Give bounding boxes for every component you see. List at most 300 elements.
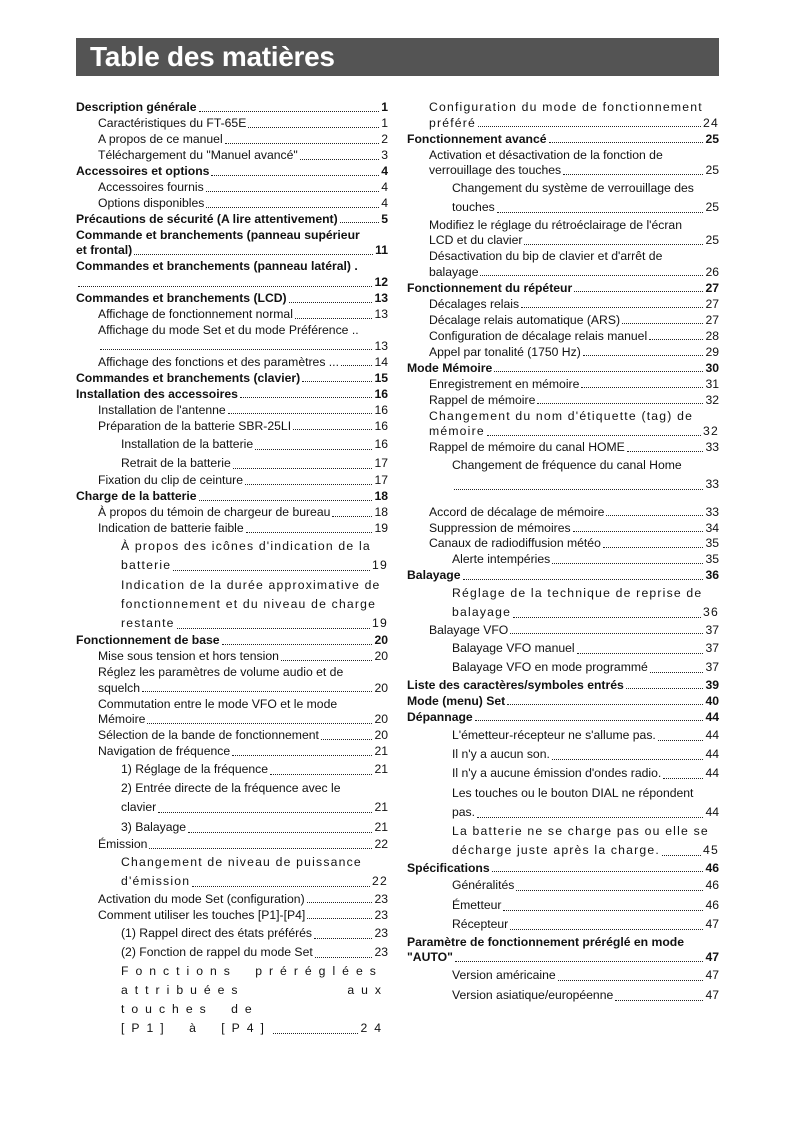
toc-entry-title: Fonctionnement de base <box>76 633 220 647</box>
toc-entry[interactable] <box>76 760 388 779</box>
leader-dots <box>199 499 373 501</box>
toc-entry-line <box>429 249 719 265</box>
toc-entry-title: Changement du système de verrouillage des <box>452 181 694 196</box>
spacer <box>407 495 719 505</box>
toc-entry[interactable] <box>407 986 719 1005</box>
toc-entry[interactable] <box>407 861 719 877</box>
toc-entry-line <box>429 116 719 132</box>
toc-entry[interactable] <box>407 218 719 249</box>
toc-entry[interactable] <box>407 896 719 915</box>
toc-entry-title: Balayage VFO manuel <box>452 640 575 655</box>
toc-entry-page: 35 <box>705 552 719 567</box>
toc-entry-page: 36 <box>705 568 719 583</box>
toc-entry[interactable] <box>407 915 719 934</box>
toc-entry-title: Préparation de la batterie SBR-25LI <box>98 418 292 433</box>
leader-dots <box>240 396 373 398</box>
toc-entry-title: Activation et désactivation de la fonction de <box>429 147 663 162</box>
toc-entry-page: 20 <box>374 680 388 695</box>
toc-entry-page: 4 <box>381 163 388 178</box>
toc-entry-title: Modifiez le réglage du rétroéclairage de l'écran <box>429 217 682 232</box>
toc-entry-line <box>121 779 388 798</box>
leader-dots <box>497 211 704 213</box>
toc-entry-line <box>98 697 388 713</box>
toc-entry-line <box>407 935 719 951</box>
toc-entry-line <box>452 784 719 803</box>
toc-entry[interactable] <box>76 419 388 435</box>
toc-entry-page: 34 <box>705 520 719 535</box>
toc-entry[interactable] <box>76 116 388 132</box>
toc-entry-title: Mode Mémoire <box>407 360 493 375</box>
toc-entry-page: 29 <box>705 344 719 359</box>
toc-entry[interactable] <box>76 633 388 649</box>
toc-entry-line <box>121 595 388 614</box>
toc-entry[interactable] <box>76 454 388 473</box>
leader-dots <box>549 141 704 143</box>
leader-dots <box>510 632 703 634</box>
toc-entry-title: Commandes et branchements (clavier) <box>76 370 301 385</box>
toc-entry[interactable] <box>76 537 388 575</box>
toc-entry-page: 35 <box>705 536 719 551</box>
toc-entry-line <box>429 233 719 249</box>
toc-entry[interactable] <box>407 710 719 726</box>
toc-entry[interactable] <box>407 764 719 783</box>
toc-entry-title: Navigation de fréquence <box>98 744 231 759</box>
toc-entry-page: 20 <box>374 712 388 727</box>
toc-entry[interactable] <box>407 345 719 361</box>
toc-entry-page: 44 <box>705 709 719 724</box>
toc-entry[interactable] <box>407 361 719 377</box>
toc-entry-page: 20 <box>374 633 388 647</box>
toc-entry[interactable] <box>76 228 388 259</box>
toc-entry-page: 21 <box>374 800 388 815</box>
leader-dots <box>232 754 372 756</box>
toc-entry[interactable] <box>407 822 719 860</box>
toc-entry-title: Version asiatique/européenne <box>452 987 614 1002</box>
toc-entry[interactable] <box>407 623 719 639</box>
leader-dots <box>100 348 372 350</box>
toc-entry[interactable] <box>76 697 388 728</box>
toc-entry[interactable] <box>76 180 388 196</box>
toc-entry[interactable] <box>76 779 388 817</box>
toc-entry-line <box>121 798 388 817</box>
leader-dots <box>142 690 372 692</box>
toc-entry-page: 27 <box>705 296 719 311</box>
toc-entry-page: 23 <box>374 907 388 922</box>
leader-dots <box>455 960 704 962</box>
toc-entry-page: 27 <box>705 312 719 327</box>
leader-dots <box>248 126 379 128</box>
toc-entry-page: 44 <box>705 727 719 742</box>
toc-entry-page: 26 <box>705 264 719 279</box>
leader-dots <box>649 338 703 340</box>
leader-dots <box>293 428 372 430</box>
toc-entry-title: La batterie ne se charge pas ou elle se <box>452 824 709 839</box>
toc-entry[interactable] <box>407 377 719 393</box>
toc-entry-title-cont: restante <box>121 615 175 630</box>
leader-dots <box>516 889 703 891</box>
toc-entry-title-cont: attribuées aux touches de <box>121 983 388 1017</box>
toc-entry-line <box>429 265 719 281</box>
leader-dots <box>477 816 703 818</box>
toc-entry-page: 1 <box>381 115 388 130</box>
toc-entry[interactable] <box>407 694 719 710</box>
toc-entry-title: Charge de la batterie <box>76 489 197 504</box>
toc-entry-line <box>407 950 719 966</box>
toc-entry-line <box>452 841 719 860</box>
toc-entry-title-cont: squelch <box>98 680 141 695</box>
toc-entry-page: 30 <box>705 360 719 375</box>
leader-dots <box>510 928 703 930</box>
toc-entry-page: 25 <box>705 233 719 248</box>
toc-entry-title: Précautions de sécurité (A lire attentivement) <box>76 211 338 226</box>
toc-entry[interactable] <box>407 281 719 297</box>
toc-entry-page: 46 <box>705 897 719 912</box>
leader-dots <box>332 515 372 517</box>
leader-dots <box>206 206 379 208</box>
toc-entry-page: 45 <box>703 843 719 858</box>
toc-entry[interactable] <box>76 853 388 891</box>
toc-entry[interactable] <box>407 536 719 552</box>
leader-dots <box>663 777 703 779</box>
leader-dots <box>558 979 704 981</box>
toc-entry-title-cont: pas. <box>452 804 476 819</box>
toc-entry[interactable] <box>407 179 719 217</box>
leader-dots <box>507 703 703 705</box>
leader-dots <box>134 253 373 255</box>
toc-entry-line <box>121 576 388 595</box>
toc-entry[interactable] <box>407 313 719 329</box>
toc-entry-title: Paramètre de fonctionnement préréglé en mode <box>407 934 684 949</box>
toc-entry-page: 20 <box>374 648 388 663</box>
toc-entry-title: Alerte intempéries <box>452 552 551 567</box>
toc-entry-page: 22 <box>372 874 388 889</box>
toc-entry-page: 47 <box>705 987 719 1002</box>
toc-entry-page: 15 <box>374 370 388 385</box>
toc-entry-line <box>452 456 719 475</box>
toc-entry-title: Installation de la batterie <box>121 436 254 451</box>
toc-entry-line <box>429 409 719 425</box>
toc-entry-page: 47 <box>705 917 719 932</box>
toc-entry[interactable] <box>76 962 388 1038</box>
toc-entry-title: Suppression de mémoires <box>429 520 571 535</box>
toc-entry-line <box>98 339 388 355</box>
toc-entry[interactable] <box>76 837 388 853</box>
toc-entry-title: Récepteur <box>452 917 509 932</box>
toc-entry-title: Balayage VFO en mode programmé <box>452 660 648 675</box>
toc-entry[interactable] <box>76 196 388 212</box>
toc-entry-title: À propos du témoin de chargeur de bureau <box>98 505 331 520</box>
toc-entry-page: 4 <box>381 179 388 194</box>
toc-entry-page: 23 <box>374 945 388 959</box>
toc-entry-title-cont: fonctionnement et du niveau de charge <box>121 596 377 611</box>
toc-entry-line <box>121 556 388 575</box>
leader-dots <box>225 142 380 144</box>
toc-entry-title: Accessoires et options <box>76 163 210 178</box>
toc-entry[interactable] <box>407 639 719 658</box>
toc-entry[interactable] <box>407 456 719 494</box>
toc-entry-line <box>452 198 719 217</box>
toc-entry[interactable] <box>407 876 719 895</box>
toc-entry-title-cont: [P1] à [P4] <box>121 1021 271 1036</box>
toc-entry[interactable] <box>76 355 388 371</box>
toc-entry[interactable] <box>407 249 719 280</box>
leader-dots <box>574 290 703 292</box>
toc-entry-title: Commandes et branchements (panneau latéral) . <box>76 259 358 274</box>
toc-entry-title-cont: d'émission <box>121 874 191 889</box>
toc-entry-page: 21 <box>374 744 388 759</box>
leader-dots <box>478 125 701 127</box>
toc-entry-title-cont: LCD et du clavier <box>429 233 523 248</box>
toc-entry-page: 1 <box>381 100 388 114</box>
toc-entry[interactable] <box>76 489 388 505</box>
toc-entry-title: Spécifications <box>407 860 490 875</box>
leader-dots <box>573 530 704 532</box>
toc-entry[interactable] <box>76 521 388 537</box>
leader-dots <box>583 354 704 356</box>
toc-entry-page: 27 <box>705 280 719 295</box>
toc-entry-page: 21 <box>374 762 388 777</box>
toc-entry-title-cont: préféré <box>429 115 477 130</box>
toc-entry-title: Sélection de la bande de fonctionnement <box>98 728 319 743</box>
toc-entry-page: 19 <box>372 615 388 630</box>
toc-entry-title: Dépannage <box>407 709 473 724</box>
toc-entry[interactable] <box>76 435 388 454</box>
toc-entry[interactable] <box>407 329 719 345</box>
leader-dots <box>314 937 372 939</box>
toc-entry[interactable] <box>76 728 388 744</box>
toc-entry-page: 33 <box>705 504 719 519</box>
toc-entry[interactable] <box>76 164 388 180</box>
page-title: Table des matières <box>76 38 719 76</box>
toc-entry[interactable] <box>407 568 719 584</box>
toc-entry-title: 3) Balayage <box>121 819 187 834</box>
toc-entry[interactable] <box>407 966 719 985</box>
leader-dots <box>281 659 373 661</box>
toc-entry-title: Fonctionnement du répéteur <box>407 280 573 295</box>
toc-entry-title: Réglage de la technique de reprise de <box>452 586 703 601</box>
toc-entry[interactable] <box>407 658 719 677</box>
toc-entry[interactable] <box>407 409 719 440</box>
toc-entry-page: 16 <box>374 402 388 417</box>
leader-dots <box>603 546 704 548</box>
toc-entry-line <box>121 853 388 872</box>
toc-entry-title: Configuration du mode de fonctionnement <box>429 100 703 114</box>
toc-entry[interactable] <box>76 505 388 521</box>
toc-entry[interactable] <box>76 307 388 323</box>
toc-entry[interactable] <box>76 387 388 403</box>
toc-entry-line <box>121 981 388 1019</box>
leader-dots <box>315 956 373 958</box>
toc-entry-title: Comment utiliser les touches [P1]-[P4] <box>98 907 306 922</box>
leader-dots <box>494 370 703 372</box>
toc-entry[interactable] <box>407 505 719 521</box>
toc-entry[interactable] <box>76 132 388 148</box>
toc-entry[interactable] <box>407 148 719 179</box>
toc-entry-title: Commandes et branchements (LCD) <box>76 291 287 306</box>
toc-entry[interactable] <box>407 393 719 409</box>
toc-entry-title: Changement de niveau de puissance <box>121 855 362 870</box>
toc-entry[interactable] <box>407 726 719 745</box>
leader-dots <box>480 274 703 276</box>
toc-entry-page: 33 <box>705 440 719 455</box>
toc-entry-page: 25 <box>705 131 719 146</box>
toc-entry[interactable] <box>407 935 719 966</box>
toc-entry-line <box>452 475 719 494</box>
toc-entry-title-cont: "AUTO" <box>407 950 453 965</box>
toc-entry-title: À propos des icônes d'indication de la <box>121 539 371 554</box>
toc-entry-page: 40 <box>705 693 719 708</box>
toc-entry-line <box>452 803 719 822</box>
leader-dots <box>513 616 701 618</box>
leader-dots <box>173 569 370 571</box>
toc-entry[interactable] <box>76 744 388 760</box>
toc-entry[interactable] <box>407 297 719 313</box>
toc-entry-title: Rappel de mémoire du canal HOME <box>429 440 625 455</box>
toc-entry-line <box>121 1019 388 1038</box>
toc-entry[interactable] <box>407 100 719 131</box>
toc-entry-page: 11 <box>375 243 388 258</box>
toc-entry-line <box>121 872 388 891</box>
toc-entry-title: Enregistrement en mémoire <box>429 376 580 391</box>
toc-entry-line <box>429 424 719 440</box>
toc-entry-title-cont: et frontal) <box>76 243 133 258</box>
toc-entry-page: 18 <box>374 489 388 504</box>
toc-entry[interactable] <box>76 473 388 489</box>
toc-entry-page: 4 <box>381 195 388 210</box>
toc-entry[interactable] <box>76 892 388 908</box>
leader-dots <box>563 173 703 175</box>
leader-dots <box>211 174 379 176</box>
toc-entry-page: 16 <box>374 418 388 433</box>
toc-entry-title: Téléchargement du "Manuel avancé" <box>98 147 298 162</box>
toc-entry-title: Balayage VFO <box>429 622 509 637</box>
toc-entry-title: Retrait de la batterie <box>121 455 231 470</box>
toc-right-column <box>407 100 719 1005</box>
toc-entry[interactable] <box>76 403 388 419</box>
leader-dots <box>307 917 372 919</box>
toc-entry[interactable] <box>407 552 719 568</box>
toc-entry[interactable] <box>76 665 388 696</box>
leader-dots <box>658 739 704 741</box>
toc-entry-line <box>429 218 719 234</box>
toc-entry-page: 46 <box>705 860 719 875</box>
toc-entry-title: Décalage relais automatique (ARS) <box>429 312 621 327</box>
toc-entry-title: Balayage <box>407 568 461 583</box>
toc-entry-page: 5 <box>381 211 388 226</box>
toc-entry-title: Émetteur <box>452 897 502 912</box>
toc-entry-title-cont: mémoire <box>429 424 485 439</box>
toc-entry-page: 44 <box>705 766 719 781</box>
toc-entry-page: 47 <box>705 950 719 965</box>
toc-entry-page: 32 <box>705 392 719 407</box>
leader-dots <box>177 627 370 629</box>
toc-entry-page: 17 <box>374 455 388 470</box>
toc-entry[interactable] <box>76 212 388 228</box>
leader-dots <box>662 854 701 856</box>
toc-entry-page: 13 <box>374 291 388 306</box>
leader-dots <box>463 578 704 580</box>
leader-dots <box>552 758 704 760</box>
leader-dots <box>158 811 372 813</box>
leader-dots <box>627 450 704 452</box>
toc-entry[interactable] <box>407 132 719 148</box>
toc-entry[interactable] <box>407 784 719 822</box>
toc-entry[interactable] <box>407 440 719 456</box>
toc-entry[interactable] <box>407 678 719 694</box>
toc-entry[interactable] <box>76 259 388 290</box>
toc-entry-page: 2 <box>381 131 388 146</box>
leader-dots <box>188 831 372 833</box>
toc-entry-line <box>452 603 719 622</box>
leader-dots <box>622 322 703 324</box>
toc-left-column <box>76 100 388 1039</box>
leader-dots <box>206 190 380 192</box>
toc-entry[interactable] <box>76 148 388 164</box>
toc-entry[interactable] <box>407 745 719 764</box>
toc-entry[interactable] <box>76 924 388 943</box>
toc-entry-page: 24 <box>360 1021 388 1036</box>
leader-dots <box>577 652 704 654</box>
leader-dots <box>147 722 372 724</box>
toc-entry-line <box>452 584 719 603</box>
toc-entry-page: 39 <box>705 677 719 692</box>
toc-entry[interactable] <box>76 100 388 116</box>
toc-entry[interactable] <box>407 521 719 537</box>
toc-entry-title: Accessoires fournis <box>98 179 204 194</box>
leader-dots <box>273 1032 359 1034</box>
toc-entry-title: Fonctions préréglées <box>121 964 383 979</box>
toc-entry-page: 22 <box>374 837 388 852</box>
leader-dots <box>300 158 380 160</box>
toc-entry-title: Généralités <box>452 878 515 893</box>
toc-entry-line <box>98 323 388 339</box>
toc-entry[interactable] <box>407 584 719 622</box>
leader-dots <box>537 402 703 404</box>
toc-entry[interactable] <box>76 943 388 962</box>
toc-entry-line <box>121 962 388 981</box>
toc-entry-line <box>76 259 388 275</box>
toc-entry[interactable] <box>76 576 388 633</box>
toc-entry[interactable] <box>76 649 388 665</box>
leader-dots <box>503 909 703 911</box>
toc-entry-page: 17 <box>374 473 388 488</box>
toc-entry-line <box>452 179 719 198</box>
toc-entry-title: Affichage des fonctions et des paramètres ... <box>98 354 339 369</box>
leader-dots <box>307 901 373 903</box>
toc-entry[interactable] <box>76 371 388 387</box>
toc-entry-page: 24 <box>703 115 719 130</box>
toc-entry-page: 20 <box>374 728 388 743</box>
leader-dots <box>626 687 704 689</box>
leader-dots <box>521 306 703 308</box>
toc-entry-title: Installation des accessoires <box>76 386 238 401</box>
toc-entry-title: Indication de batterie faible <box>98 521 244 536</box>
toc-entry[interactable] <box>76 908 388 924</box>
toc-entry-page: 28 <box>705 328 719 343</box>
toc-entry[interactable] <box>76 291 388 307</box>
leader-dots <box>487 434 701 436</box>
toc-entry-title: Commutation entre le mode VFO et le mode <box>98 696 338 711</box>
toc-entry-page: 36 <box>703 605 719 620</box>
leader-dots <box>222 643 373 645</box>
toc-entry[interactable] <box>76 323 388 354</box>
toc-entry-title: Changement du nom d'étiquette (tag) de <box>429 408 694 423</box>
toc-entry[interactable] <box>76 818 388 837</box>
toc-entry-title: Options disponibles <box>98 195 205 210</box>
toc-entry-title: Fixation du clip de ceinture <box>98 473 243 488</box>
toc-entry-title: Il n'y a aucune émission d'ondes radio. <box>452 766 662 781</box>
toc-entry-title: Canaux de radiodiffusion météo <box>429 536 601 551</box>
